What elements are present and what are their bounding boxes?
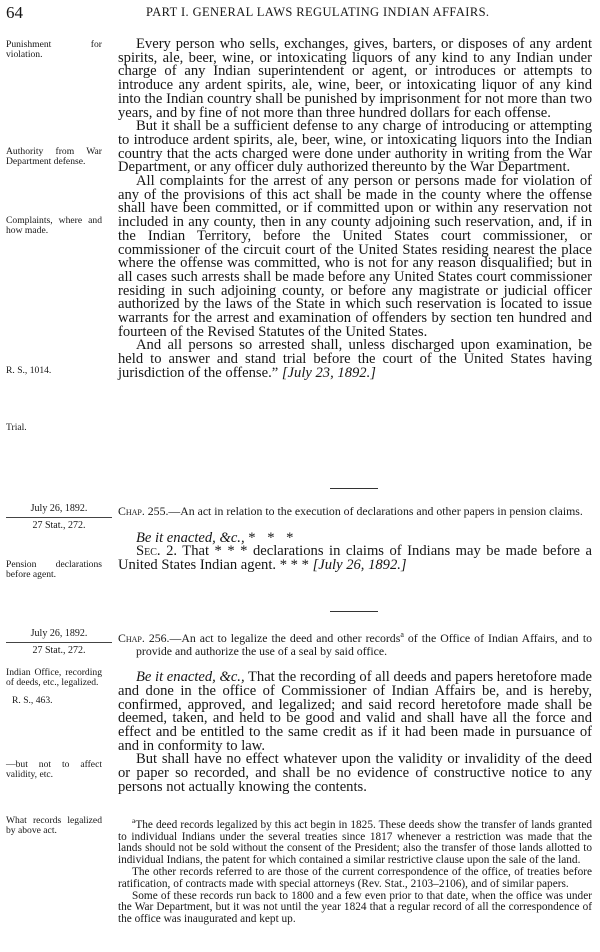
margin-note-what-records: What records legalized by above act. xyxy=(6,815,102,836)
enacting-text: Be it enacted, &c., xyxy=(136,669,245,686)
enacting-text: Be it enacted, &c., xyxy=(136,529,245,546)
margin-note-trial: Trial. xyxy=(6,422,27,433)
paragraph-text: That * * * declarations in claims of Indians may be made before a United States Indian agent. * * * xyxy=(118,543,592,573)
margin-date-chap256: July 26, 1892. xyxy=(30,628,88,639)
chapter-title: —An act in relation to the execution of declarations and other papers in pension claims. xyxy=(168,504,583,518)
page-header xyxy=(6,3,594,23)
page-number: 64 xyxy=(6,3,23,22)
margin-rule xyxy=(6,517,112,518)
paragraph xyxy=(118,339,592,380)
chapter-heading xyxy=(118,505,592,518)
margin-note-rs-1014: R. S., 1014. xyxy=(6,365,52,376)
margin-note-complaints: Complaints, where and how made. xyxy=(6,215,102,236)
footnote xyxy=(118,815,592,926)
paragraph-text: That the recording of all deeds and papers heretofore made and done in the office of Commissioner of Indian Affairs be, and is hereby, confirmed, approved, and legalized; and said record heretofore made shall be deemed, taken, and held to be good and valid and shall have all the force and effect and be entitled to the same credit as if it had been made in pursuance of and in conformity to law. xyxy=(118,669,593,754)
chapter-255 xyxy=(118,505,592,573)
paragraph: Every person who sells, exchanges, gives, barters, or disposes of any ardent spirits, ale, beer, wine, or intoxicating liquors of any kind to any Indian under charge of any Indian superintendent or agent, or introduces or attempts to introduce any ardent spirits, ale, wine, beer, or intoxicating liquor of any kind into the Indian country shall be punished by imprisonment for not more than two years, and by fine of not more than three hundred dollars for each offense. xyxy=(118,36,592,121)
chapter-256 xyxy=(118,629,592,794)
margin-note-authority: Authority from War Department defense. xyxy=(6,146,102,167)
margin-note-but-not: —but not to affect validity, etc. xyxy=(6,759,102,780)
paragraph: But shall have no effect whatever upon the validity or invalidity of the deed or paper so recorded, and shall be no evidence of constructive notice to any persons not actually knowing the contents. xyxy=(118,751,592,795)
chapter-title: of the Office of Indian Affairs, and to provide and authorize the use of a seal by said office. xyxy=(136,630,592,658)
footnote-marker: a xyxy=(400,630,404,639)
margin-rule xyxy=(6,642,112,643)
ellipsis-stars: * * * xyxy=(248,529,298,546)
chapter-label: Chap. 256. xyxy=(118,630,170,645)
margin-note-punishment: Punishment for violation. xyxy=(6,39,102,60)
paragraph: But it shall be a sufficient defense to any charge of introducing or attempting to introduce ardent spirits, ale, beer, wine, or intoxicating liquors into the Indian country that the acts charged were done under authority in writing from the War Department, or any officer duly authorized thereunto by the War Department. xyxy=(118,118,592,176)
paragraph xyxy=(118,671,592,753)
chapter-heading xyxy=(118,629,592,657)
margin-stat-chap256: 27 Stat., 272. xyxy=(32,645,86,656)
chapter-label: Chap. 255. xyxy=(118,504,169,518)
section-divider xyxy=(330,488,378,489)
margin-date-chap255: July 26, 1892. xyxy=(30,503,88,514)
paragraph xyxy=(118,545,592,572)
running-title: PART I. GENERAL LAWS REGULATING INDIAN AFFAIRS. xyxy=(146,5,490,19)
margin-stat-chap255: 27 Stat., 272. xyxy=(32,520,86,531)
footnote-paragraph: The other records referred to are those of the current correspondence of the office, of treaties before ratification, of contracts made with special attorneys (Rev. Stat., 2103–2106), and of similar papers. xyxy=(118,865,592,890)
footnote-text: The deed records legalized by this act begin in 1825. These deeds show the transfer of lands granted to individual Indians under the several treaties since 1817 whenever a restriction was made that the lands should not be sold without the consent of the President; also the transfer of those lands allotted to individual Indians, the patent for which contained a similar restrictive clause upon the sale of the land. xyxy=(118,818,592,867)
enactment-date: [July 26, 1892.] xyxy=(312,557,407,573)
footnote-paragraph: Some of these records run back to 1800 and a few even prior to that date, when the office was under the War Department, but it was not until the year 1824 that a regular record of all the correspondence of the office was inaugurated and kept up. xyxy=(118,889,592,926)
margin-note-pension: Pension declarations before agent. xyxy=(6,559,102,580)
chapter-title: —An act to legalize the deed and other records xyxy=(169,630,401,645)
section-label: Sec. 2. xyxy=(136,543,178,560)
footnote-marker: a xyxy=(132,816,136,825)
enactment-date: [July 23, 1892.] xyxy=(281,364,376,381)
footnote-paragraph xyxy=(118,815,592,867)
margin-note-indian-office: Indian Office, recording of deeds, etc., legalized. xyxy=(6,667,102,688)
section-body xyxy=(118,38,592,381)
section-divider xyxy=(330,611,378,612)
margin-note-rs-463: R. S., 463. xyxy=(12,695,53,706)
paragraph: All complaints for the arrest of any person or persons made for violation of any of the provisions of this act shall be made in the county where the offense shall have been committed, or if committed upon or within any reservation not included in any county, then in any county adjoining such reservation, and, if in the Indian Territory, before the United States court commissioner, or commissioner of the circuit court of the United States residing nearest the place where the offense was committed, who is not for any reason disqualified; but in all cases such arrests shall be made before any United States court commissioner residing in such adjoining county, or before any magistrate or judicial officer authorized by the laws of the State in which such reservation is located to issue warrants for the arrest and examination of offenders by section ten hundred and fourteen of the Revised Statutes of the United States. xyxy=(118,173,592,340)
paragraph-text: And all persons so arrested shall, unless discharged upon examination, be held to answer and stand trial before the court of the United States having jurisdiction of the offense.” xyxy=(118,337,592,381)
